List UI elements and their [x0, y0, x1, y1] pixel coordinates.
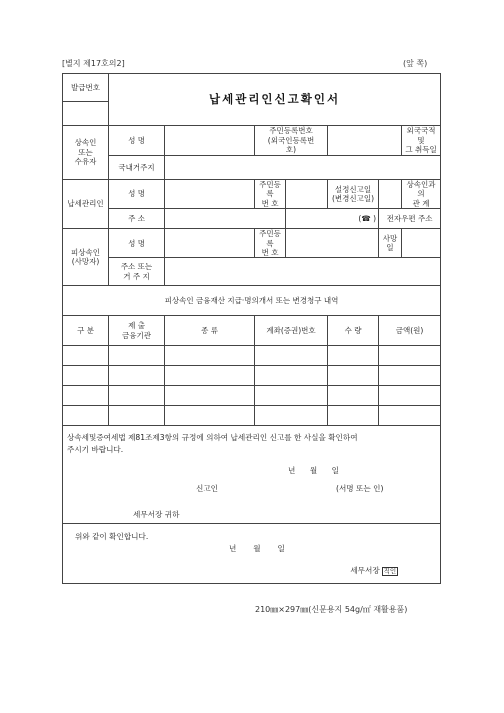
deceased-reg-no-label: 주민등록 번 호 [255, 229, 286, 258]
asset-cell[interactable] [63, 366, 109, 386]
agent-date-label: 설정신고일 (변경신고일) [328, 180, 379, 209]
declaration-text: 상속세및증여세법 제81조제3항의 규정에 의하여 납세관리인 신고를 한 사실을 확인하여 주시기 바랍니다. [67, 433, 358, 455]
assets-col-amount: 금액(원) [379, 316, 441, 346]
tax-agent-report-form [62, 73, 441, 584]
deceased-section-label: 피상속인 (사망자) [63, 229, 109, 286]
assets-col-type: 구 분 [63, 316, 109, 346]
asset-cell[interactable] [328, 386, 379, 406]
deceased-address-field[interactable] [165, 258, 441, 286]
signature-note: (서명 또는 인) [336, 484, 384, 494]
asset-cell[interactable] [255, 386, 328, 406]
page-side-label: (앞 쪽) [403, 59, 428, 68]
asset-cell[interactable] [63, 346, 109, 366]
asset-cell[interactable] [165, 386, 255, 406]
declaration-date: 년 월 일 [288, 466, 339, 476]
confirmation-text: 위와 같이 확인합니다. [75, 532, 149, 542]
deceased-death-date-field[interactable] [402, 229, 441, 258]
heir-domestic-addr-label: 국내거주지 [109, 156, 165, 180]
asset-cell[interactable] [255, 406, 328, 426]
assets-col-institution: 제 출 금융기관 [109, 316, 165, 346]
asset-cell[interactable] [328, 346, 379, 366]
heir-foreign-label: 외국국적 및 그 취득일 [402, 126, 441, 156]
asset-cell[interactable] [379, 366, 441, 386]
tax-office-label: 세무서장 [350, 565, 380, 575]
agent-relation-label: 상속인과의 관 계 [402, 180, 441, 209]
agent-address-field[interactable] [165, 209, 286, 229]
official-seal-icon: 직인 [383, 566, 397, 575]
asset-cell[interactable] [63, 386, 109, 406]
deceased-name-field[interactable] [165, 229, 255, 258]
asset-cell[interactable] [328, 406, 379, 426]
deceased-reg-no-field[interactable] [286, 229, 379, 258]
assets-col-kind: 종 류 [165, 316, 255, 346]
agent-name-field[interactable] [165, 180, 255, 209]
agent-reg-no-field[interactable] [286, 180, 328, 209]
deceased-death-date-label: 사망일 [379, 229, 402, 258]
issue-number-value[interactable] [63, 102, 109, 126]
agent-reg-no-label: 주민등록 번 호 [255, 180, 286, 209]
asset-cell[interactable] [379, 406, 441, 426]
form-title: 납세관리인신고확인서 [109, 74, 441, 126]
confirmation-date: 년 월 일 [229, 544, 285, 554]
asset-cell[interactable] [109, 366, 165, 386]
asset-row [63, 406, 441, 426]
heir-name-field[interactable] [165, 126, 255, 156]
reporter-label: 신고인 [196, 484, 219, 494]
asset-cell[interactable] [63, 406, 109, 426]
issue-number-label: 발급번호 [63, 74, 109, 102]
recipient: 세무서장 귀하 [133, 510, 180, 520]
asset-row [63, 386, 441, 406]
declaration-block [63, 426, 441, 524]
heir-section-label: 상속인 또는 수유자 [63, 126, 109, 180]
assets-col-quantity: 수 량 [328, 316, 379, 346]
agent-email-label: 전자우편 주소 [379, 209, 441, 229]
asset-cell[interactable] [109, 406, 165, 426]
asset-cell[interactable] [328, 366, 379, 386]
agent-section-label: 납세관리인 [63, 180, 109, 229]
asset-cell[interactable] [165, 346, 255, 366]
form-number: [별지 제17호의2] [62, 59, 125, 68]
asset-cell[interactable] [109, 386, 165, 406]
tax-office-signature [331, 556, 398, 585]
asset-cell[interactable] [165, 366, 255, 386]
asset-row [63, 346, 441, 366]
deceased-address-label: 주소 또는 거 주 지 [109, 258, 165, 286]
asset-cell[interactable] [109, 346, 165, 366]
heir-name-label: 성 명 [109, 126, 165, 156]
heir-domestic-addr-field[interactable] [165, 156, 441, 180]
assets-section-title: 피상속인 금융재산 지급·명의개서 또는 변경청구 내역 [63, 286, 441, 316]
asset-cell[interactable] [255, 366, 328, 386]
assets-col-account: 계좌(증권)번호 [255, 316, 328, 346]
agent-name-label: 성 명 [109, 180, 165, 209]
paper-spec-footer: 210㎜×297㎜(신문용지 54g/㎡ 재활용품) [255, 605, 408, 614]
asset-cell[interactable] [379, 346, 441, 366]
heir-reg-no-field[interactable] [328, 126, 402, 156]
heir-reg-no-label: 주민등록번호 (외국인등록번 호) [255, 126, 328, 156]
confirmation-block [63, 524, 441, 584]
deceased-name-label: 성 명 [109, 229, 165, 258]
asset-cell[interactable] [255, 346, 328, 366]
asset-cell[interactable] [379, 386, 441, 406]
agent-phone-label: (☎ ) [286, 209, 379, 229]
agent-address-label: 주 소 [109, 209, 165, 229]
agent-date-field[interactable] [379, 180, 402, 209]
asset-cell[interactable] [165, 406, 255, 426]
asset-row [63, 366, 441, 386]
